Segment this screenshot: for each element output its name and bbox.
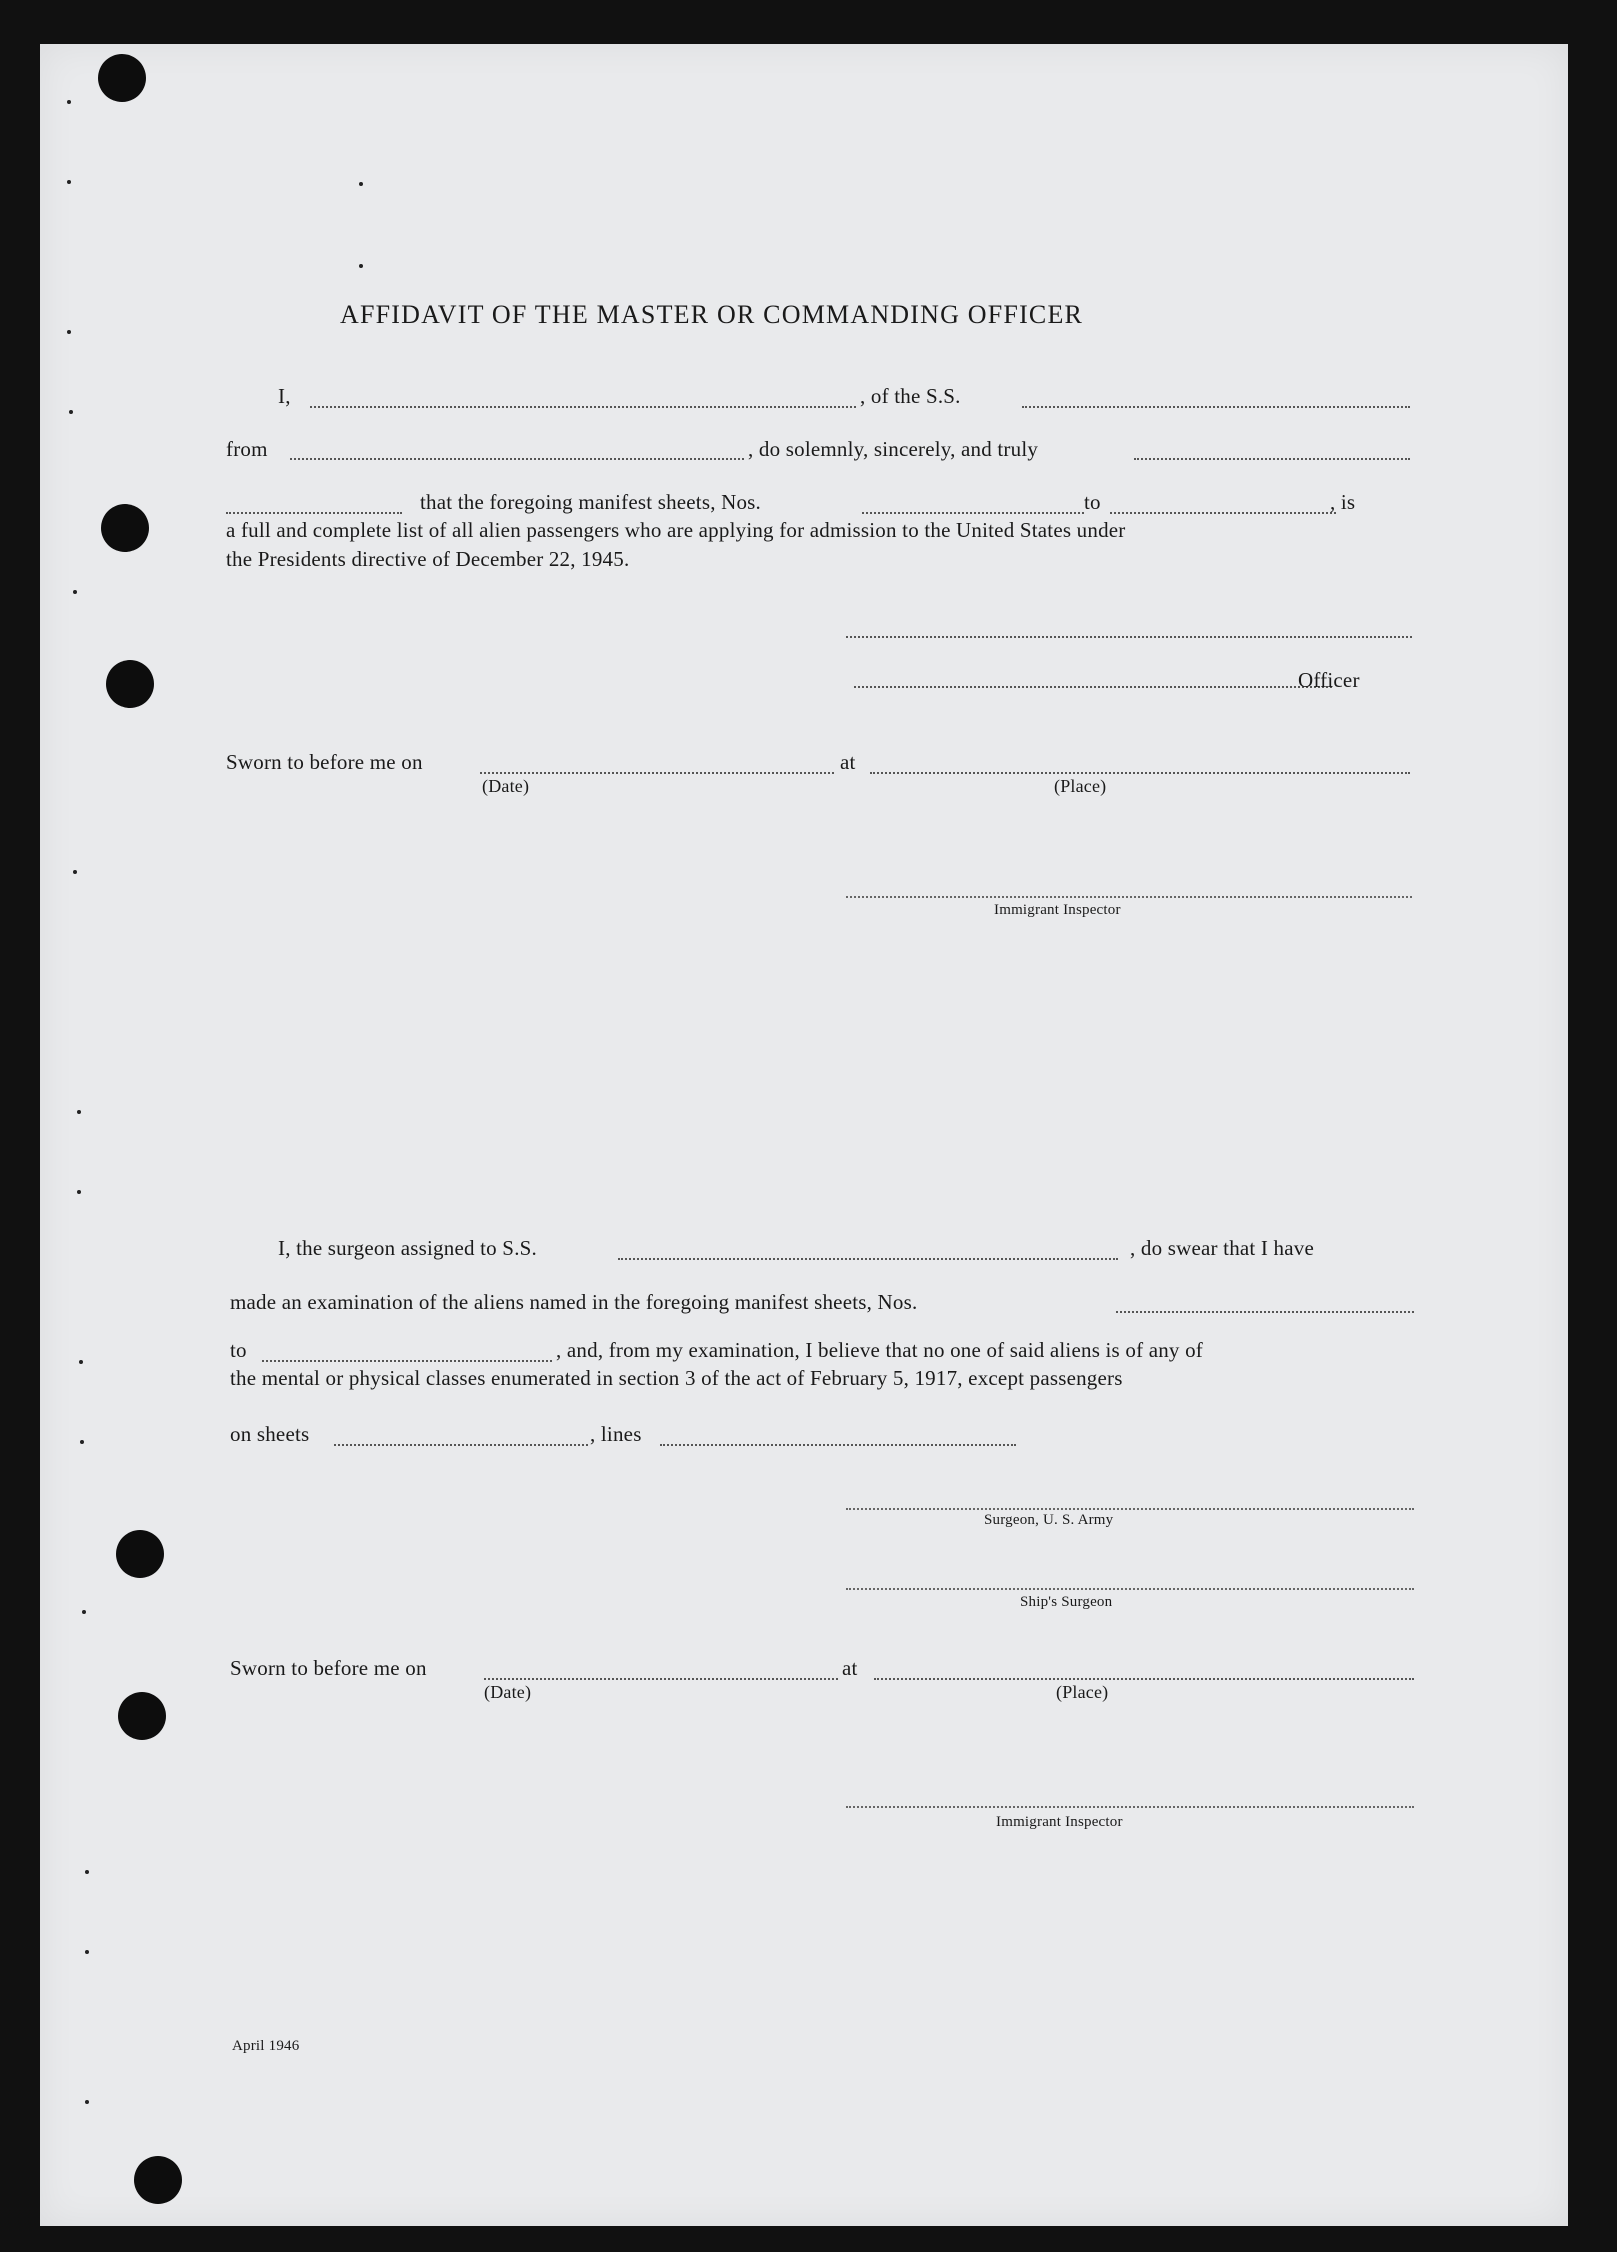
master-i-label: I, [278,384,291,408]
master-from-label: from [226,437,268,461]
inspector-signature-line-2[interactable] [846,1806,1414,1808]
army-surgeon-caption: Surgeon, U. S. Army [984,1512,1114,1528]
officer-signature-line[interactable] [854,686,1332,688]
margin-speck [77,1190,81,1194]
surgeon-line1-start: I, the surgeon assigned to S.S. [278,1236,537,1260]
ship-surgeon-caption: Ship's Surgeon [1020,1594,1113,1610]
master-swear-field[interactable] [226,512,402,514]
margin-speck [85,1870,89,1874]
margin-speck [85,1950,89,1954]
binder-hole [134,2156,182,2204]
margin-speck [82,1610,86,1614]
margin-speck [73,590,77,594]
master-is-label: , is [1330,490,1356,514]
form-revision-date: April 1946 [232,2038,300,2054]
surgeon-lines-label: , lines [590,1422,642,1446]
date-caption-2: (Date) [484,1682,532,1702]
surgeon-sheet-from-field[interactable] [1116,1311,1414,1313]
margin-speck [67,180,71,184]
margin-speck [80,1440,84,1444]
margin-speck [77,1110,81,1114]
place-caption-2: (Place) [1056,1682,1109,1702]
surgeon-except-lines-field[interactable] [660,1444,1016,1446]
master-sheet-to-field[interactable] [1110,512,1336,514]
sworn-date-field-1[interactable] [480,772,834,774]
form-title: AFFIDAVIT OF THE MASTER OR COMMANDING OFFICER [340,300,1084,329]
surgeon-sheet-to-field[interactable] [262,1360,552,1362]
surgeon-line1-end: , do swear that I have [1130,1236,1314,1260]
inspector-caption-1: Immigrant Inspector [994,902,1121,918]
army-surgeon-signature-line[interactable] [846,1508,1414,1510]
margin-speck [67,100,71,104]
margin-speck [69,410,73,414]
surgeon-sheets-label: on sheets [230,1422,310,1446]
ship-surgeon-signature-line[interactable] [846,1588,1414,1590]
master-solemn-text: , do solemnly, sincerely, and truly [748,437,1039,461]
master-statement-line5: the Presidents directive of December 22, 1945. [226,547,630,571]
binder-hole [106,660,154,708]
sworn-at-label-2: at [842,1656,858,1680]
sworn-at-label-1: at [840,750,856,774]
officer-label: Officer [1298,668,1360,692]
margin-speck [67,330,71,334]
sworn-label-1: Sworn to before me on [226,750,423,774]
surgeon-ship-field[interactable] [618,1258,1118,1260]
place-caption-1: (Place) [1054,776,1107,796]
margin-speck [79,1360,83,1364]
binder-hole [118,1692,166,1740]
surgeon-to-label: to [230,1338,247,1362]
margin-speck [73,870,77,874]
binder-hole [116,1530,164,1578]
margin-speck [85,2100,89,2104]
binder-hole [98,54,146,102]
master-ship-field[interactable] [1022,406,1410,408]
inspector-caption-2: Immigrant Inspector [996,1814,1123,1830]
document-page [40,44,1568,2226]
surgeon-line2: made an examination of the aliens named in the foregoing manifest sheets, Nos. [230,1290,918,1314]
surgeon-line4: the mental or physical classes enumerated in section 3 of the act of February 5, 1917, except passengers [230,1366,1123,1390]
margin-speck [359,182,363,186]
margin-speck [359,264,363,268]
date-caption-1: (Date) [482,776,530,796]
master-port-field[interactable] [290,458,744,460]
master-signature-line[interactable] [846,636,1412,638]
sworn-label-2: Sworn to before me on [230,1656,427,1680]
master-oath-field[interactable] [1134,458,1410,460]
master-name-field[interactable] [310,406,856,408]
master-to-label: to [1084,490,1101,514]
master-sheet-from-field[interactable] [862,512,1084,514]
master-manifest-text: that the foregoing manifest sheets, Nos. [420,490,762,514]
sworn-place-field-2[interactable] [874,1678,1414,1680]
master-statement-line4: a full and complete list of all alien passengers who are applying for admission to the United States under [226,518,1126,542]
sworn-date-field-2[interactable] [484,1678,838,1680]
sworn-place-field-1[interactable] [870,772,1410,774]
surgeon-line3-text: , and, from my examination, I believe that no one of said aliens is of any of [556,1338,1203,1362]
binder-hole [101,504,149,552]
surgeon-except-sheets-field[interactable] [334,1444,588,1446]
master-ship-label: , of the S.S. [860,384,961,408]
inspector-signature-line-1[interactable] [846,896,1412,898]
